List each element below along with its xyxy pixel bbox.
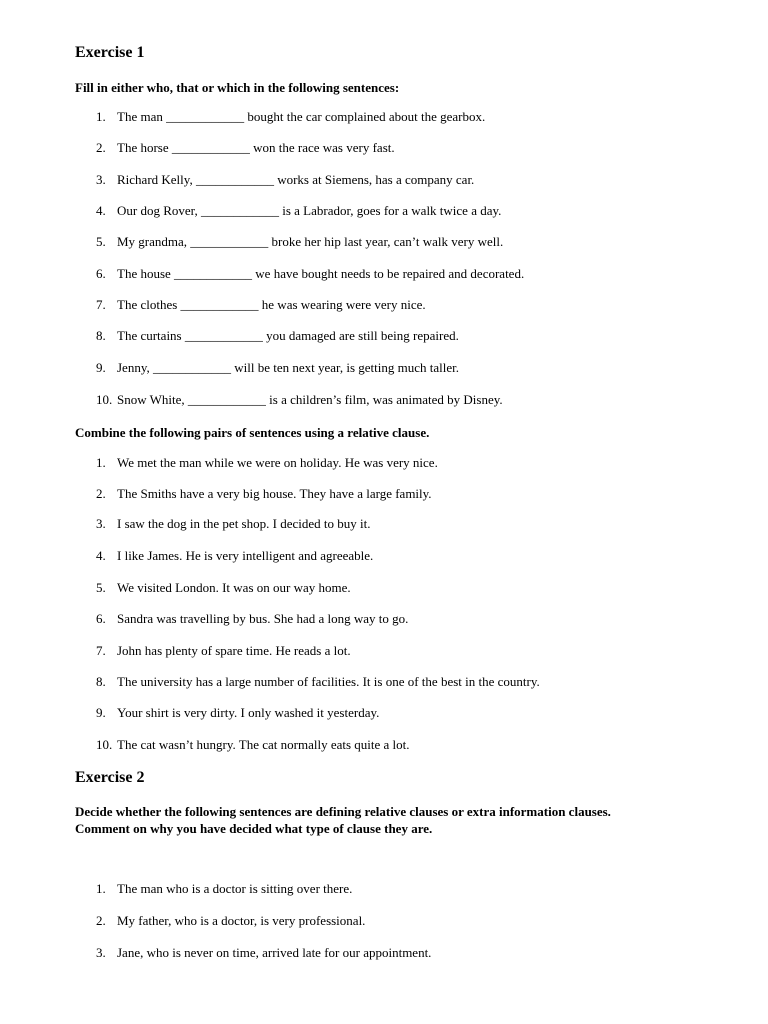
item-text: The curtains ____________ you damaged are still being repaired. [117,328,459,343]
item-text: We met the man while we were on holiday. He was very nice. [117,455,438,470]
exercise-2-instruction-line-1: Decide whether the following sentences are defining relative clauses or extra information clauses. [75,804,611,819]
item-number: 2. [96,486,106,501]
item-text: The university has a large number of facilities. It is one of the best in the country. [117,674,540,689]
item-text: Richard Kelly, ____________ works at Siemens, has a company car. [117,172,475,187]
item-text: Jane, who is never on time, arrived late for our appointment. [117,945,432,960]
exercise-1-part-a-instruction: Fill in either who, that or which in the following sentences: [75,80,400,95]
item-number: 3. [96,172,106,187]
list-item [96,266,524,282]
item-number: 9. [96,705,106,720]
item-number: 8. [96,674,106,689]
exercise-2-title: Exercise 2 [75,769,145,786]
item-number: 2. [96,140,106,155]
item-number: 9. [96,360,106,375]
item-text: Your shirt is very dirty. I only washed it yesterday. [117,705,380,720]
item-number: 8. [96,328,106,343]
item-number: 1. [96,881,106,896]
item-number: 6. [96,266,106,281]
list-item [96,392,503,408]
item-text: The horse ____________ won the race was very fast. [117,140,395,155]
item-number: 3. [96,945,106,960]
item-text: My father, who is a doctor, is very professional. [117,913,366,928]
item-number: 2. [96,913,106,928]
list-item [96,172,474,188]
item-number: 7. [96,643,106,658]
list-item [96,705,379,721]
list-item [96,297,426,313]
list-item [96,140,395,156]
item-text: Our dog Rover, ____________ is a Labrador, goes for a walk twice a day. [117,203,502,218]
list-item [96,360,459,376]
item-number: 4. [96,548,106,563]
item-text: Snow White, ____________ is a children’s film, was animated by Disney. [117,392,503,407]
list-item [96,611,408,627]
item-text: Jenny, ____________ will be ten next year, is getting much taller. [117,360,459,375]
item-number: 3. [96,516,106,531]
list-item [96,674,540,690]
item-text: I like James. He is very intelligent and agreeable. [117,548,374,563]
list-item [96,548,373,564]
list-item [96,203,501,219]
list-item [96,580,351,596]
list-item [96,109,485,125]
item-text: My grandma, ____________ broke her hip last year, can’t walk very well. [117,234,504,249]
item-text: We visited London. It was on our way home. [117,580,351,595]
item-text: The man ____________ bought the car complained about the gearbox. [117,109,486,124]
item-number: 7. [96,297,106,312]
item-text: I saw the dog in the pet shop. I decided to buy it. [117,516,371,531]
item-number: 1. [96,455,106,470]
item-number: 1. [96,109,106,124]
item-number: 10. [96,392,113,407]
list-item [96,455,438,471]
item-number: 6. [96,611,106,626]
exercise-1-part-b-instruction: Combine the following pairs of sentences using a relative clause. [75,425,430,440]
item-text: The house ____________ we have bought needs to be repaired and decorated. [117,266,525,281]
list-item [96,234,503,250]
list-item [96,881,352,897]
item-number: 5. [96,234,106,249]
list-item [96,516,370,532]
list-item [96,913,365,929]
item-text: John has plenty of spare time. He reads a lot. [117,643,351,658]
item-text: The cat wasn’t hungry. The cat normally eats quite a lot. [117,737,410,752]
exercise-1-title: Exercise 1 [75,44,145,61]
item-text: The man who is a doctor is sitting over there. [117,881,353,896]
list-item [96,737,410,753]
list-item [96,486,432,502]
item-number: 10. [96,737,113,752]
list-item [96,328,459,344]
list-item [96,643,351,659]
list-item [96,945,431,961]
item-text: The clothes ____________ he was wearing were very nice. [117,297,426,312]
item-number: 5. [96,580,106,595]
item-text: The Smiths have a very big house. They have a large family. [117,486,432,501]
item-text: Sandra was travelling by bus. She had a long way to go. [117,611,409,626]
exercise-2-instruction-line-2: Comment on why you have decided what type of clause they are. [75,821,433,836]
item-number: 4. [96,203,106,218]
